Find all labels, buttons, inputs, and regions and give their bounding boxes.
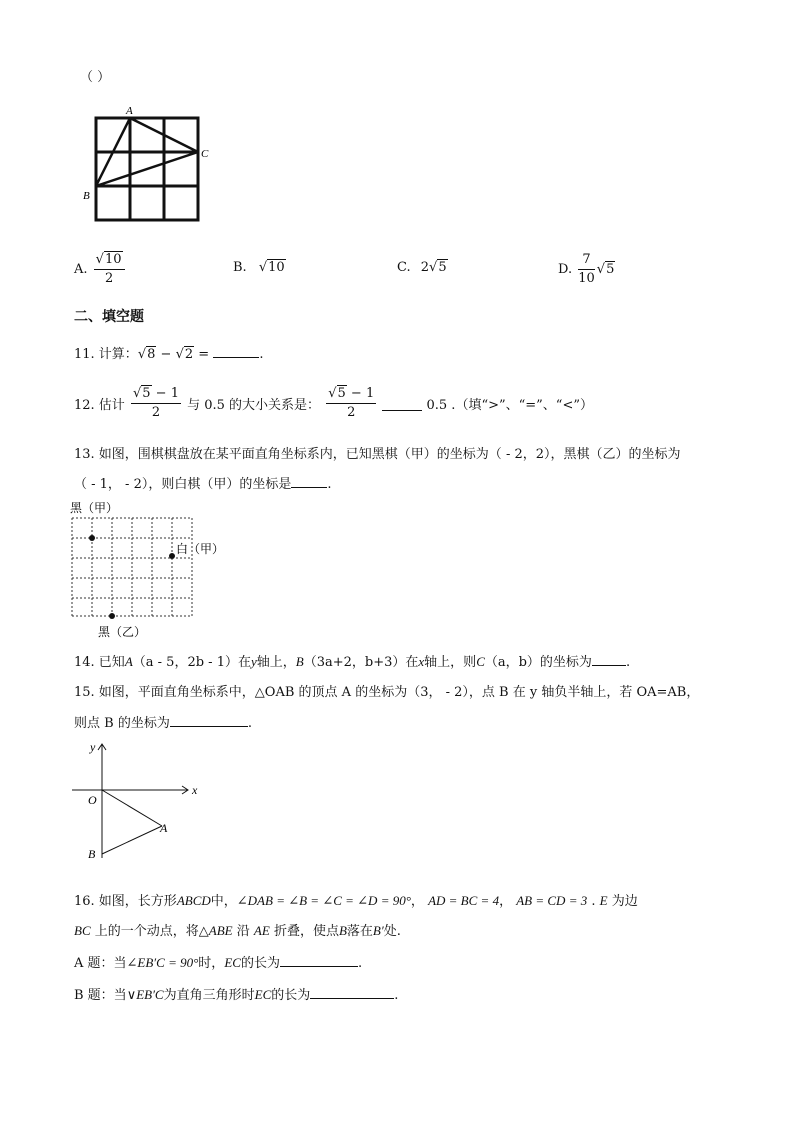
axis-label-x: x [192, 783, 198, 797]
q13-answer-blank[interactable] [291, 474, 327, 488]
q11: 11. 计算：√8 − √2 = . [74, 343, 263, 362]
q11-answer-blank[interactable] [213, 344, 259, 358]
q10-option-b[interactable]: B. √10 [233, 260, 285, 275]
option-c-radicand: 5 [438, 260, 447, 275]
label-white-a: 白（甲） [176, 542, 225, 556]
option-letter: C. [397, 260, 411, 275]
q10-grid-figure [78, 100, 218, 230]
point-label-o: O [88, 793, 97, 807]
q10-label-a: A [126, 105, 133, 117]
q13-line2: （ - 1， - 2），则白棋（甲）的坐标是 . [74, 473, 332, 492]
q12-fraction-2: $\frac{√5 - 1}{2}$ [328, 386, 375, 420]
option-a-fraction: $\frac{√10}{2}$ [94, 251, 125, 288]
q15-answer-blank[interactable] [170, 713, 248, 727]
option-d-fraction: $\frac{7}{10}$ [578, 252, 595, 286]
option-d-radicand: 5 [606, 262, 615, 277]
label-black-b: 黑（乙） [98, 625, 147, 639]
q10-label-c: C [201, 148, 209, 160]
axis-label-y: y [90, 740, 96, 754]
option-b-radicand: 10 [268, 260, 285, 275]
q15-line1: 15. 如图，平面直角坐标系中，△OAB 的顶点 A 的坐标为（3， - 2），点 B 在 y 轴负半轴上，若 OA=AB， [74, 685, 700, 700]
point-label-b: B [88, 847, 96, 861]
q10-answer-paren: （ ） [80, 70, 111, 85]
q10-option-a[interactable] [74, 251, 127, 288]
section-title: 二、填空题 [74, 309, 144, 325]
q16-line1: 16. 如图，长方形ABCD中，∠DAB = ∠B = ∠C = ∠D = 90°， AD = BC = 4， AB = CD = 3 . E 为边 [74, 893, 638, 909]
q16a-answer-blank[interactable] [280, 953, 358, 967]
label-black-a: 黑（甲） [70, 501, 119, 515]
q13-line1: 13. 如图，围棋棋盘放在某平面直角坐标系内，已知黑棋（甲）的坐标为（ - 2，2），黑棋（乙）的坐标为 [74, 447, 681, 462]
q10-option-d[interactable]: D. $\frac{7}{10}$ √5 [558, 252, 615, 286]
q16-part-a: A 题：当∠EB′C = 90°时，EC的长为 . [74, 955, 363, 971]
white-stone-a [169, 553, 175, 559]
q16b-answer-blank[interactable] [310, 985, 394, 999]
q13-go-board [68, 498, 258, 644]
q15-coordinate-figure [68, 738, 218, 868]
option-letter: D. [558, 262, 573, 277]
black-stone-a [89, 535, 95, 541]
q10-label-b: B [83, 190, 90, 202]
q12: 12. 估计 $\frac{√5 - 1}{2}$ 与 0.5 的大小关系是： $\frac{√5 - 1}{2}$ 0.5 .（填“>”、“=”、“<”） [74, 386, 593, 420]
q14-answer-blank[interactable] [592, 652, 626, 666]
option-letter: A. [74, 262, 88, 277]
option-letter: B. [233, 260, 247, 275]
q12-fraction-1: $\frac{√5 - 1}{2}$ [132, 386, 179, 420]
option-c-coef: 2 [420, 260, 430, 275]
q15-line2: 则点 B 的坐标为 . [74, 712, 252, 731]
q16-line2: BC 上的一个动点，将△ABE 沿 AE 折叠，使点B落在B′处. [74, 923, 401, 939]
q10-option-c[interactable]: C. 2√5 [397, 260, 447, 275]
q16-part-b: B 题：当∨EB′C为直角三角形时EC的长为 . [74, 987, 399, 1003]
q12-answer-blank[interactable] [382, 397, 422, 411]
black-stone-b [109, 613, 115, 619]
point-label-a: A [160, 821, 168, 835]
q14: 14. 已知A（a - 5，2b - 1）在y轴上，B（3a+2，b+3）在x轴上，则C（a，b）的坐标为 . [74, 654, 631, 670]
